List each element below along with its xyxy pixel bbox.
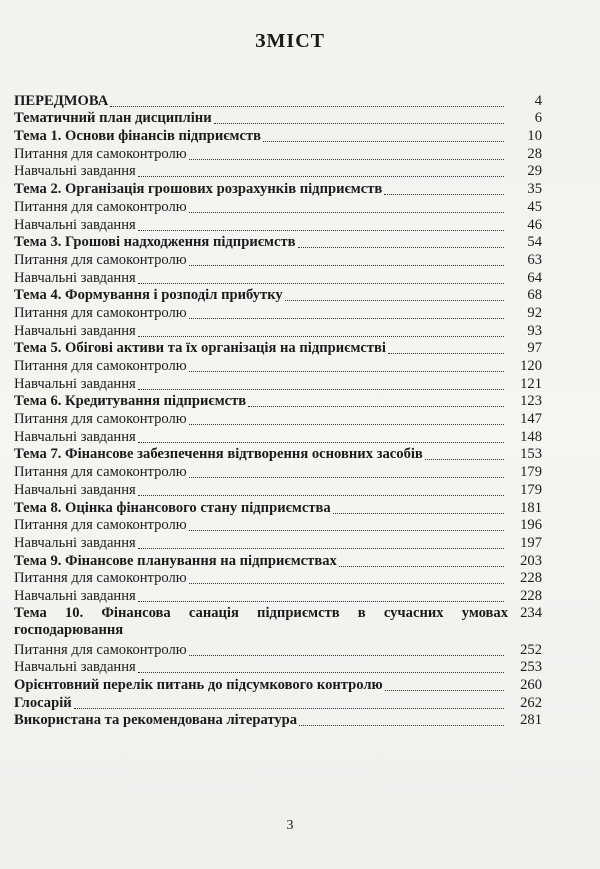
- toc-entry: [14, 234, 542, 252]
- page-title: ЗМІСТ: [255, 30, 325, 52]
- toc-entry-title: Питання для самоконтролю: [14, 464, 187, 481]
- toc-entry-page: 63: [527, 251, 542, 268]
- toc-entry: [14, 92, 542, 110]
- toc-entry-page: 153: [520, 446, 542, 463]
- toc-entry-page: 29: [527, 163, 542, 180]
- toc-entry: [14, 605, 542, 641]
- toc-entry: [14, 587, 542, 605]
- dot-leader: [189, 654, 504, 656]
- toc-entry-page: 10: [527, 128, 542, 145]
- toc-entry-page: 179: [520, 481, 542, 498]
- toc-entry-page: 196: [520, 517, 542, 534]
- toc-entry-title: Використана та рекомендована література: [14, 712, 298, 729]
- dot-leader: [138, 229, 504, 231]
- dot-leader: [138, 441, 504, 443]
- dot-leader: [189, 317, 504, 319]
- dot-leader: [138, 388, 504, 390]
- toc-entry-title: Навчальні завдання: [14, 534, 136, 551]
- toc-entry: [14, 410, 542, 428]
- dot-leader: [138, 335, 504, 337]
- dot-leader: [339, 565, 504, 567]
- toc-entry-title: Навчальні завдання: [14, 163, 136, 180]
- dot-leader: [333, 512, 504, 514]
- toc-entry-page: 197: [520, 534, 542, 551]
- toc-entry-title: Питання для самоконтролю: [14, 641, 187, 658]
- toc-entry: [14, 517, 542, 535]
- toc-entry: [14, 304, 542, 322]
- toc-entry-title: Питання для самоконтролю: [14, 198, 187, 215]
- dot-leader: [138, 671, 504, 673]
- dot-leader: [189, 264, 504, 266]
- toc-entry-page: 4: [534, 92, 542, 109]
- toc-entry-page: 148: [520, 428, 542, 445]
- toc-entry-page: 92: [527, 304, 542, 321]
- toc-entry-page: 120: [520, 358, 542, 374]
- toc-entry: [14, 198, 542, 216]
- toc-entry-page: 97: [527, 340, 542, 357]
- dot-leader: [110, 105, 504, 107]
- dot-leader: [138, 282, 504, 284]
- toc-entry: [14, 145, 542, 163]
- dot-leader: [74, 707, 504, 709]
- toc-entry: [14, 180, 542, 198]
- toc-entry: [14, 570, 542, 588]
- dot-leader: [388, 352, 504, 354]
- toc-entry-page: 121: [520, 375, 542, 392]
- dot-leader: [384, 193, 504, 195]
- toc-entry: [14, 712, 542, 730]
- toc-entry-page: 68: [527, 287, 542, 304]
- toc-entry-page: 234: [520, 604, 542, 621]
- dot-leader: [189, 423, 504, 425]
- toc-entry-title: ПЕРЕДМОВА: [14, 92, 109, 109]
- toc-entry-title: Навчальні завдання: [14, 428, 136, 445]
- toc-entry-title: Питання для самоконтролю: [14, 251, 187, 268]
- toc-entry-page: 281: [520, 712, 542, 729]
- toc-entry-page: 181: [520, 499, 542, 516]
- toc-entry: [14, 499, 542, 517]
- toc-entry: [14, 393, 542, 411]
- toc-entry: [14, 659, 542, 677]
- toc-entry-title: Тема 9. Фінансове планування на підприємствах: [14, 552, 337, 569]
- toc-entry-title: Навчальні завдання: [14, 659, 136, 676]
- toc-entry-title: Тема 6. Кредитування підприємств: [14, 393, 247, 410]
- toc-entry-title: Питання для самоконтролю: [14, 145, 187, 162]
- dot-leader: [263, 140, 504, 142]
- toc-entry-page: 252: [520, 641, 542, 658]
- toc-entry: [14, 375, 542, 393]
- dot-leader: [189, 370, 504, 372]
- toc-entry-title: Тема 3. Грошові надходження підприємств: [14, 234, 296, 251]
- toc-entry-page: 35: [527, 181, 542, 198]
- toc-entry-page: 45: [527, 198, 542, 215]
- toc-entry-page: 147: [520, 411, 542, 428]
- toc-entry: [14, 694, 542, 712]
- toc-entry-page: 123: [520, 393, 542, 410]
- toc-entry-page: 93: [527, 322, 542, 339]
- toc-entry-title: Навчальні завдання: [14, 322, 136, 339]
- toc-entry-page: 262: [520, 694, 542, 711]
- toc-entry: [14, 534, 542, 552]
- toc-entry-title: Навчальні завдання: [14, 375, 136, 392]
- toc-entry-title: Глосарій: [14, 694, 72, 711]
- dot-leader: [285, 299, 504, 301]
- toc-entry-title: Питання для самоконтролю: [14, 358, 187, 374]
- toc-entry-page: 54: [527, 234, 542, 251]
- dot-leader: [189, 529, 504, 531]
- toc-entry-title: Питання для самоконтролю: [14, 570, 187, 587]
- toc-entry-page: 6: [534, 110, 542, 127]
- toc-entry-page: 253: [520, 659, 542, 676]
- toc-entry: [14, 127, 542, 145]
- table-of-contents: [14, 92, 542, 729]
- toc-entry-page: 228: [520, 587, 542, 604]
- toc-entry: [14, 251, 542, 269]
- dot-leader: [138, 600, 504, 602]
- dot-leader: [214, 122, 504, 124]
- dot-leader: [189, 476, 504, 478]
- dot-leader: [248, 405, 504, 407]
- toc-entry: [14, 216, 542, 234]
- toc-entry-title: Питання для самоконтролю: [14, 517, 187, 534]
- toc-entry: [14, 110, 542, 128]
- toc-entry-title: Тема 8. Оцінка фінансового стану підприємства: [14, 499, 331, 516]
- page-number: 3: [286, 818, 294, 833]
- toc-entry-page: 228: [520, 570, 542, 587]
- toc-entry-page: 203: [520, 552, 542, 569]
- toc-entry: [14, 676, 542, 694]
- dot-leader: [189, 158, 504, 160]
- toc-entry-title: Навчальні завдання: [14, 269, 136, 286]
- toc-entry-title: Тема 4. Формування і розподіл прибутку: [14, 287, 283, 304]
- toc-entry: [14, 552, 542, 570]
- toc-entry-title: Тема 1. Основи фінансів підприємств: [14, 128, 262, 145]
- dot-leader: [138, 494, 504, 496]
- toc-entry: [14, 287, 542, 305]
- toc-entry-title-line1: Тема 10. Фінансова санація підприємств в сучасних умовах: [14, 604, 508, 621]
- toc-entry-page: 28: [527, 145, 542, 162]
- dot-leader: [138, 175, 504, 177]
- toc-entry: [14, 269, 542, 287]
- toc-entry: [14, 641, 542, 659]
- dot-leader: [189, 211, 504, 213]
- toc-entry-title: Тематичний план дисципліни: [14, 110, 212, 127]
- toc-entry: [14, 446, 542, 464]
- toc-entry-title: Питання для самоконтролю: [14, 304, 187, 321]
- toc-entry-title: Навчальні завдання: [14, 587, 136, 604]
- toc-entry-page: 260: [520, 677, 542, 693]
- dot-leader: [298, 246, 504, 248]
- toc-entry-page: 46: [527, 216, 542, 233]
- dot-leader: [299, 724, 504, 726]
- dot-leader: [189, 582, 504, 584]
- toc-entry-title: Тема 7. Фінансове забезпечення відтворення основних засобів: [14, 446, 423, 463]
- toc-entry: [14, 481, 542, 499]
- dot-leader: [425, 458, 504, 460]
- toc-entry: [14, 163, 542, 181]
- toc-entry-title: Тема 5. Обігові активи та їх організація на підприємстві: [14, 340, 386, 357]
- toc-entry-title: Навчальні завдання: [14, 216, 136, 233]
- toc-entry: [14, 428, 542, 446]
- toc-entry-title-line2: господарювання: [14, 622, 124, 639]
- toc-entry-page: 179: [520, 464, 542, 481]
- toc-entry-title: Питання для самоконтролю: [14, 411, 187, 428]
- toc-entry: [14, 322, 542, 340]
- toc-entry-page: 64: [527, 269, 542, 286]
- dot-leader: [138, 547, 504, 549]
- toc-entry-title: [14, 605, 508, 640]
- toc-entry-title: Навчальні завдання: [14, 481, 136, 498]
- toc-entry-title: Тема 2. Організація грошових розрахунків підприємств: [14, 181, 383, 198]
- toc-entry: [14, 463, 542, 481]
- dot-leader: [385, 689, 504, 691]
- toc-entry: [14, 340, 542, 358]
- toc-entry: [14, 357, 542, 375]
- toc-entry-title: Орієнтовний перелік питань до підсумкового контролю: [14, 677, 383, 693]
